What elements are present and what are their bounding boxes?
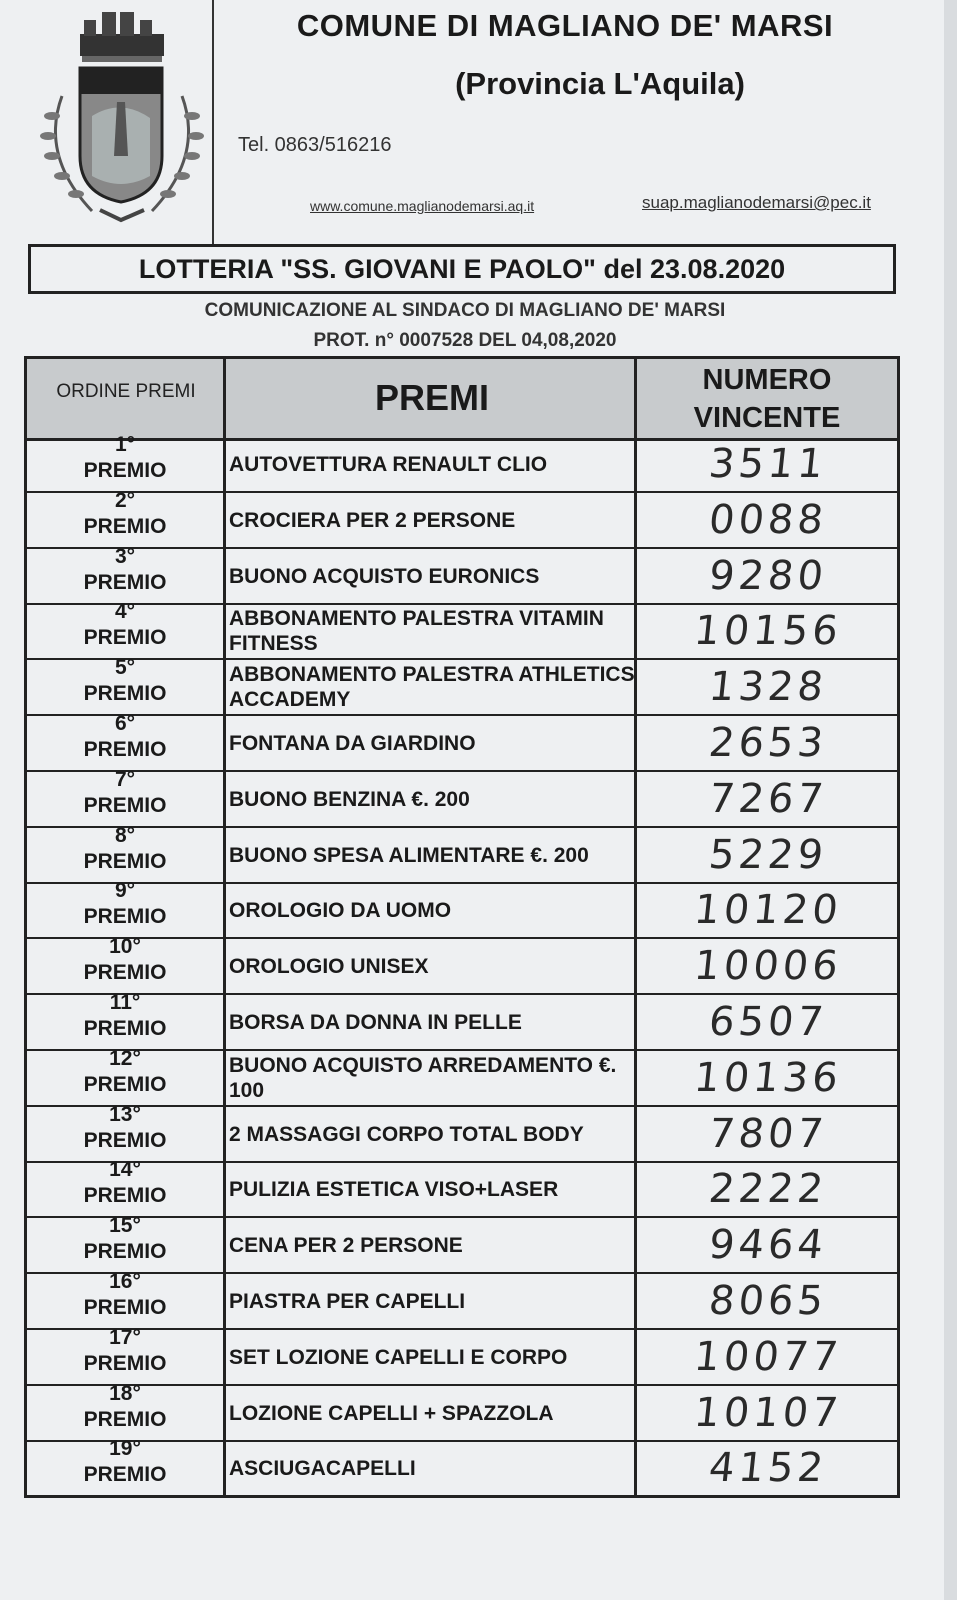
winning-number: 9464 (706, 1222, 830, 1269)
prize-description: CROCIERA PER 2 PERSONE (229, 508, 516, 532)
table-row (27, 1325, 897, 1386)
prize-rank-label: PREMIO (83, 905, 167, 929)
prize-order (27, 433, 223, 491)
prize-order (27, 935, 223, 993)
winning-number: 10120 (692, 887, 845, 934)
prize-rank-label: PREMIO (83, 626, 167, 650)
prize-order (27, 544, 223, 603)
prize-description: ABBONAMENTO PALESTRA VITAMIN FITNESS (229, 607, 604, 656)
prize-rank-label: PREMIO (83, 1407, 167, 1431)
table-row (27, 544, 897, 605)
prize-rank-label: PREMIO (83, 1296, 167, 1319)
prize-description: 2 MASSAGGI CORPO TOTAL BODY (229, 1122, 584, 1146)
prize-rank-label: PREMIO (83, 1017, 167, 1040)
prize-rank-label: PREMIO (83, 1463, 167, 1487)
table-row (27, 1381, 897, 1442)
winning-number: 2222 (706, 1166, 830, 1213)
prize-rank: 10° (109, 935, 141, 959)
prize-description: ASCIUGACAPELLI (229, 1457, 416, 1481)
phone-number: Tel. 0863/516216 (238, 134, 392, 156)
prize-order (27, 488, 223, 547)
winning-number: 3511 (706, 441, 830, 487)
prize-order (27, 1437, 223, 1495)
prize-rank: 5° (114, 656, 136, 680)
table-row (27, 656, 897, 716)
prize-rank-label: PREMIO (83, 849, 167, 873)
prize-rank-label: PREMIO (83, 1128, 167, 1152)
prize-order (27, 879, 223, 937)
prize-rank-label: PREMIO (83, 682, 167, 706)
prize-order (27, 1325, 223, 1384)
prize-order (27, 823, 223, 882)
prize-order (27, 1214, 223, 1272)
winning-number: 10077 (692, 1333, 845, 1380)
table-row (27, 712, 897, 772)
winning-number: 10006 (692, 943, 845, 990)
winning-number: 9280 (706, 552, 830, 599)
column-header-order: ORDINE PREMI (56, 381, 196, 402)
prize-rank: 17° (109, 1325, 141, 1349)
winning-number: 4152 (706, 1445, 830, 1492)
prize-rank: 2° (114, 488, 136, 512)
prize-description: PIASTRA PER CAPELLI (229, 1290, 466, 1313)
prize-description: BORSA DA DONNA IN PELLE (229, 1011, 522, 1034)
protocol-line: PROT. n° 0007528 DEL 04,08,2020 (313, 330, 617, 351)
prize-rank: 1° (114, 433, 136, 456)
header-divider (212, 0, 214, 244)
winning-number: 10136 (692, 1054, 845, 1101)
prize-rank-label: PREMIO (83, 1240, 167, 1264)
winning-number: 0088 (706, 496, 830, 543)
prize-description: OROLOGIO UNISEX (229, 955, 429, 979)
winning-number: 10107 (692, 1389, 845, 1436)
pec-email-link[interactable]: suap.maglianodemarsi@pec.it (642, 193, 871, 212)
table-row (27, 1214, 897, 1274)
prize-description: BUONO ACQUISTO EURONICS (229, 564, 540, 588)
prize-rank: 14° (109, 1158, 141, 1182)
prize-rank: 11° (109, 991, 141, 1014)
prize-order (27, 1270, 223, 1328)
prize-order (27, 767, 223, 826)
prize-rank: 3° (114, 544, 136, 568)
winning-number: 2653 (706, 720, 830, 766)
prize-rank-label: PREMIO (83, 459, 167, 482)
column-header-number: NUMERO VINCENTE (693, 364, 841, 434)
winning-number: 6507 (706, 999, 830, 1045)
prize-order (27, 1158, 223, 1216)
prize-rank: 9° (114, 879, 136, 903)
table-row (27, 488, 897, 549)
table-row (27, 1046, 897, 1107)
prize-rank: 7° (114, 767, 136, 791)
prize-table (24, 356, 900, 1498)
prize-description: BUONO SPESA ALIMENTARE €. 200 (229, 843, 589, 867)
municipal-crest-icon (22, 6, 212, 238)
prize-order (27, 656, 223, 714)
prize-order (27, 1381, 223, 1440)
prize-order (27, 1102, 223, 1161)
table-row (27, 1102, 897, 1163)
prize-rank-label: PREMIO (83, 570, 167, 594)
prize-rank-label: PREMIO (83, 1072, 167, 1096)
prize-description: OROLOGIO DA UOMO (229, 899, 452, 923)
table-row (27, 1270, 897, 1330)
table-row (27, 600, 897, 660)
winning-number: 8065 (706, 1278, 830, 1324)
winning-number: 7267 (706, 775, 830, 822)
website-link[interactable]: www.comune.maglianodemarsi.aq.it (310, 198, 535, 214)
winning-number: 7807 (706, 1110, 830, 1157)
prize-rank: 4° (114, 600, 136, 624)
prize-order (27, 600, 223, 658)
prize-description: ABBONAMENTO PALESTRA ATHLETICS ACCADEMY (229, 663, 635, 712)
prize-description: SET LOZIONE CAPELLI E CORPO (229, 1345, 568, 1369)
prize-order (27, 1046, 223, 1105)
prize-rank-label: PREMIO (83, 793, 167, 817)
table-row (27, 991, 897, 1051)
prize-description: BUONO ACQUISTO ARREDAMENTO €. 100 (229, 1053, 617, 1102)
prize-rank-label: PREMIO (83, 738, 167, 761)
prize-order (27, 712, 223, 770)
prize-description: CENA PER 2 PERSONE (229, 1234, 463, 1258)
table-row (27, 823, 897, 884)
prize-rank-label: PREMIO (83, 1351, 167, 1375)
prize-description: AUTOVETTURA RENAULT CLIO (229, 453, 548, 476)
prize-order (27, 991, 223, 1049)
winning-number: 10156 (692, 608, 845, 655)
column-header-prize: PREMI (374, 377, 489, 418)
municipality-name: COMUNE DI MAGLIANO DE' MARSI (296, 8, 834, 43)
prize-description: FONTANA DA GIARDINO (229, 732, 476, 755)
table-row (27, 879, 897, 939)
prize-rank-label: PREMIO (83, 514, 167, 538)
prize-rank: 15° (109, 1214, 141, 1238)
prize-rank: 13° (109, 1102, 141, 1126)
prize-description: BUONO BENZINA €. 200 (229, 787, 470, 811)
communication-subtitle: COMUNICAZIONE AL SINDACO DI MAGLIANO DE' MARSI (204, 300, 726, 321)
lottery-title: LOTTERIA "SS. GIOVANI E PAOLO" del 23.08.2020 (28, 244, 896, 294)
prize-rank-label: PREMIO (83, 961, 167, 985)
table-row (27, 433, 897, 493)
prize-rank: 18° (109, 1381, 141, 1405)
prize-description: PULIZIA ESTETICA VISO+LASER (229, 1178, 559, 1202)
prize-rank: 16° (109, 1270, 141, 1293)
province-name: (Provincia L'Aquila) (455, 66, 745, 101)
table-row (27, 1158, 897, 1218)
prize-rank: 8° (114, 823, 136, 847)
prize-description: LOZIONE CAPELLI + SPAZZOLA (229, 1401, 554, 1425)
table-row (27, 935, 897, 995)
prize-rank: 12° (109, 1046, 141, 1070)
winning-number: 1328 (706, 664, 830, 711)
prize-rank-label: PREMIO (83, 1184, 167, 1208)
prize-rank: 6° (114, 712, 136, 735)
table-row (27, 767, 897, 828)
winning-number: 5229 (706, 831, 830, 878)
table-header (27, 359, 897, 441)
table-row (27, 1437, 897, 1497)
prize-rank: 19° (109, 1437, 141, 1461)
